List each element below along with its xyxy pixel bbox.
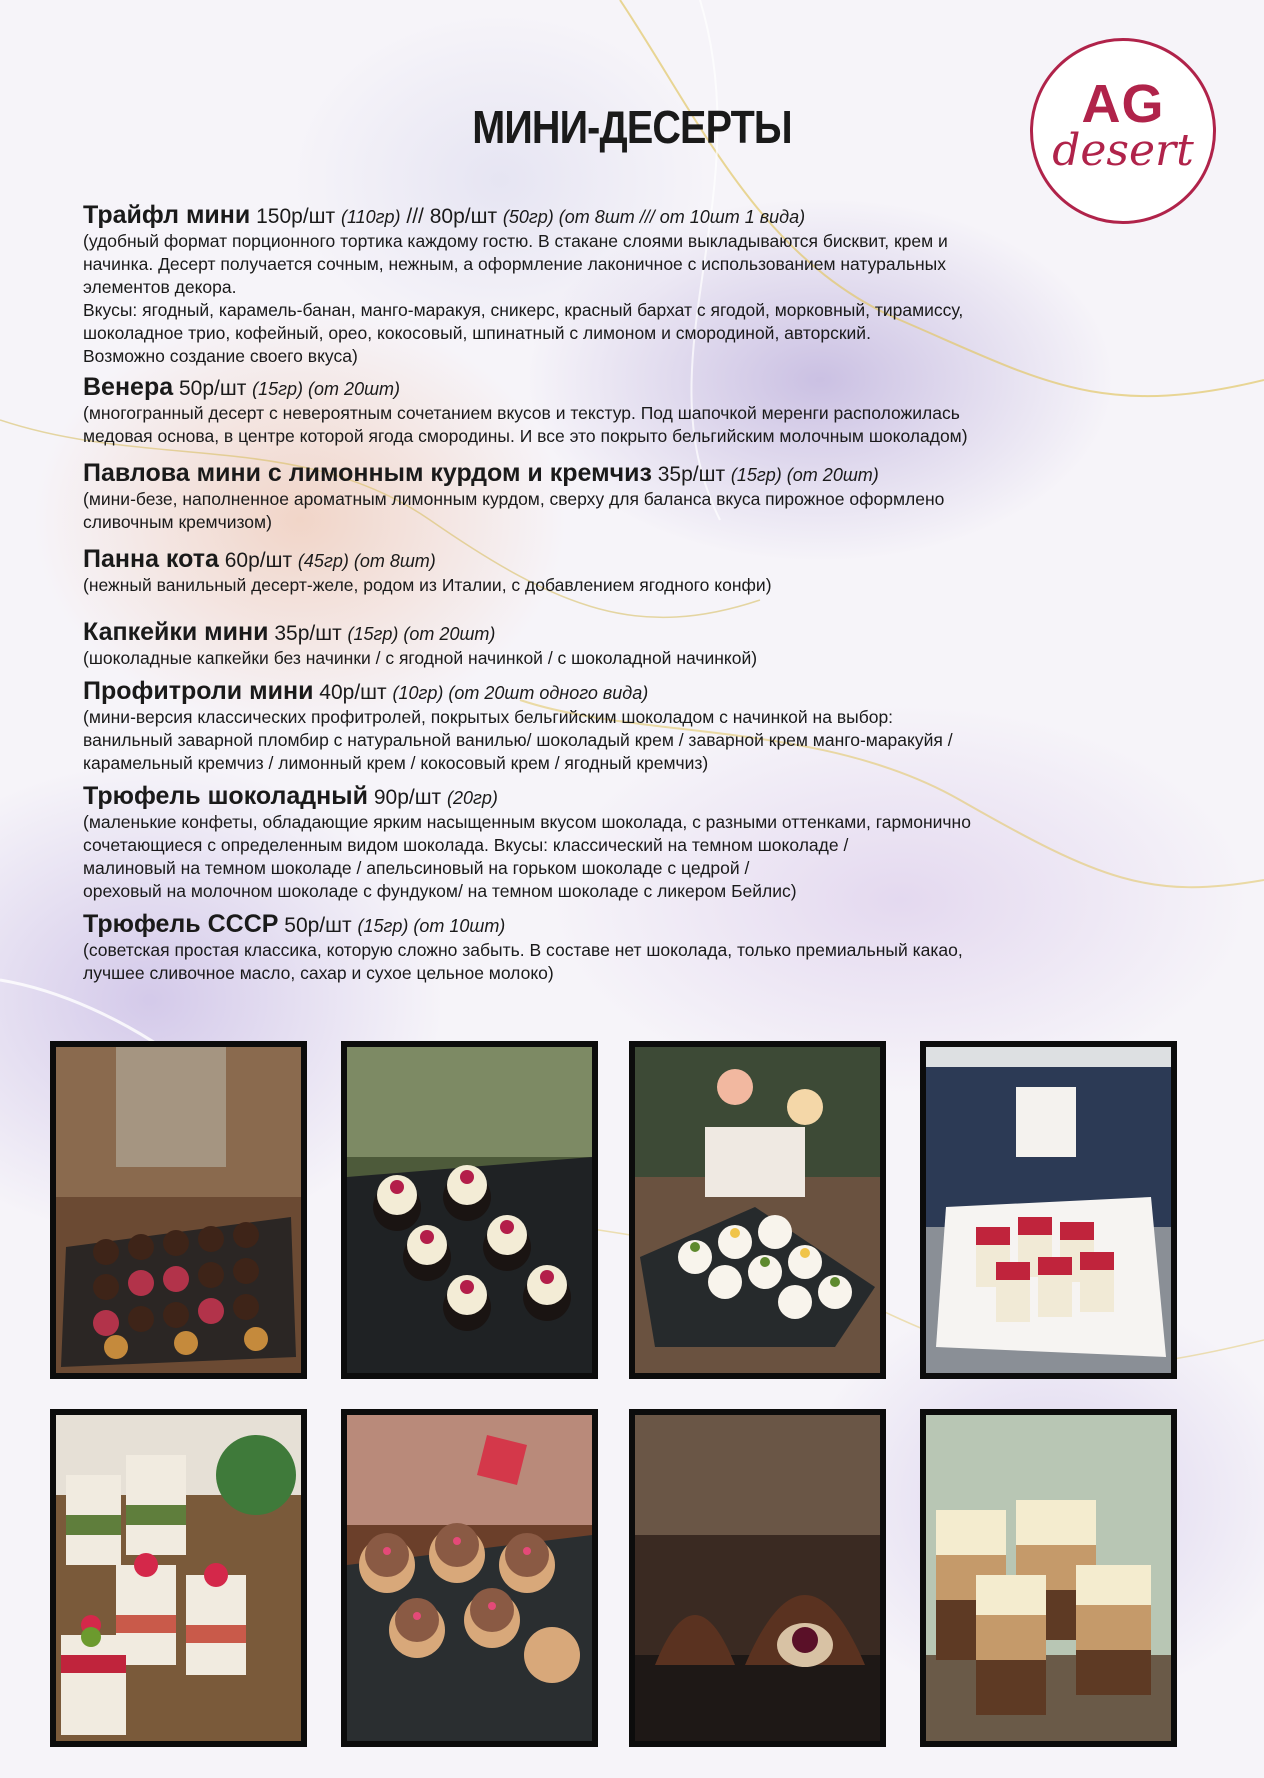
item-price: 90р/шт	[368, 786, 448, 809]
menu-item-pavlova	[83, 460, 1183, 534]
photo-trifle	[50, 1409, 307, 1747]
item-description: (шоколадные капкейки без начинки / с ягодной начинкой / с шоколадной начинкой)	[83, 648, 758, 668]
item-name: Трюфель шоколадный	[83, 782, 368, 810]
item-description: (советская простая классика, которую сложно забыть. В составе нет шоколада, только премиальный какао, лучшее сливочное масло, сахар и сухое цельное молоко)	[83, 940, 963, 983]
menu-item-chocolate-truffle	[83, 783, 1183, 903]
item-note: (45гр) (от 8шт)	[297, 551, 436, 571]
item-description: (мини-версия классических профитролей, покрытых бельгийским шоколадом с начинкой на выбор: ванильный заварной пломбир с натуральной ванилью/ шоколадый крем / заварной крем манго-маракуйя / карамельный кремчиз / лимонный крем / кокосовый крем / ягодный кремчиз)	[83, 707, 953, 773]
item-price: 150р/шт	[250, 205, 341, 228]
item-name: Капкейки мини	[83, 618, 269, 646]
menu-item-venera	[83, 374, 1183, 448]
item-price: 35р/шт	[268, 622, 348, 645]
item-note: (15гр) (от 20шт)	[730, 465, 879, 485]
item-price: 40р/шт	[313, 681, 393, 704]
menu-item-panna-cotta	[83, 546, 1183, 597]
logo-desert-text: desert	[1052, 125, 1194, 176]
dessert-menu	[83, 202, 1183, 985]
page-title: МИНИ-ДЕСЕРТЫ	[472, 101, 792, 153]
item-price: 35р/шт	[651, 463, 731, 486]
item-note: (110гр)	[340, 207, 401, 227]
item-price: 50р/шт	[173, 377, 253, 400]
photo-cupcakes	[341, 1041, 598, 1379]
item-description: (удобный формат порционного тортика каждому гостю. В стакане слоями выкладываются бисквит, крем и начинка. Десерт получается сочным, нежным, а оформление лаконичное с использованием натуральных элементов декора. Вкусы: ягодный, карамель-банан, манго-маракуя, сникерс, красный бархат с ягодой, морковный, тирамиссу, шоколадное трио, кофейный, орео, кокосовый, шпинатный с лимоном и смородиной, авторский. Возможно создание своего вкуса)	[83, 231, 964, 366]
item-note: (10гр) (от 20шт одного вида)	[392, 683, 649, 703]
item-note: (20гр)	[447, 788, 498, 808]
item-price: 50р/шт	[278, 914, 358, 937]
item-description: (мини-безе, наполненное ароматным лимонным курдом, сверху для баланса вкуса пирожное оформлено сливочным кремчизом)	[83, 489, 945, 532]
item-name: Трайфл мини	[83, 201, 251, 229]
item-note: (15гр) (от 10шт)	[357, 916, 506, 936]
photo-profiteroles	[341, 1409, 598, 1747]
photo-panna-cotta	[920, 1041, 1177, 1379]
item-name: Панна кота	[83, 545, 219, 573]
item-description: (маленькие конфеты, обладающие ярким насыщенным вкусом шоколада, с разными оттенками, гармонично сочетающиеся с определенным видом шоколада. Вкусы: классический на темном шоколаде / малиновый на темном шоколаде / апельсиновый на горьком шоколаде с цедрой / ореховый на молочном шоколаде с фундуком/ на темном шоколаде с ликером Бейлис)	[83, 812, 971, 901]
item-note: (15гр) (от 20шт)	[347, 624, 496, 644]
photo-layered-cups	[920, 1409, 1177, 1747]
item-note-alt: (50гр) (от 8шт /// от 10шт 1 вида)	[502, 207, 806, 227]
item-description: (нежный ванильный десерт-желе, родом из Италии, с добавлением ягодного конфи)	[83, 575, 772, 595]
item-price: 60р/шт	[218, 549, 298, 572]
menu-item-cupcakes	[83, 619, 1183, 670]
menu-item-ussr-truffle	[83, 911, 1183, 985]
logo-ag-text: AG	[1081, 74, 1165, 134]
menu-item-profiteroles	[83, 678, 1183, 775]
item-name: Трюфель СССР	[83, 910, 279, 938]
menu-item-trifle	[83, 202, 1183, 368]
item-description: (многогранный десерт с невероятным сочетанием вкусов и текстур. Под шапочкой меренги расположилась медовая основа, в центре которой ягода смородины. И все это покрыто бельгийским молочным шоколадом)	[83, 403, 968, 446]
item-name: Павлова мини с лимонным курдом и кремчиз	[83, 459, 652, 487]
photo-pavlova	[629, 1041, 886, 1379]
item-note: (15гр) (от 20шт)	[252, 379, 401, 399]
photo-truffles	[50, 1041, 307, 1379]
item-price-alt: /// 80р/шт	[400, 205, 503, 228]
item-name: Профитроли мини	[83, 677, 314, 705]
photo-venera	[629, 1409, 886, 1747]
item-name: Венера	[83, 373, 174, 401]
